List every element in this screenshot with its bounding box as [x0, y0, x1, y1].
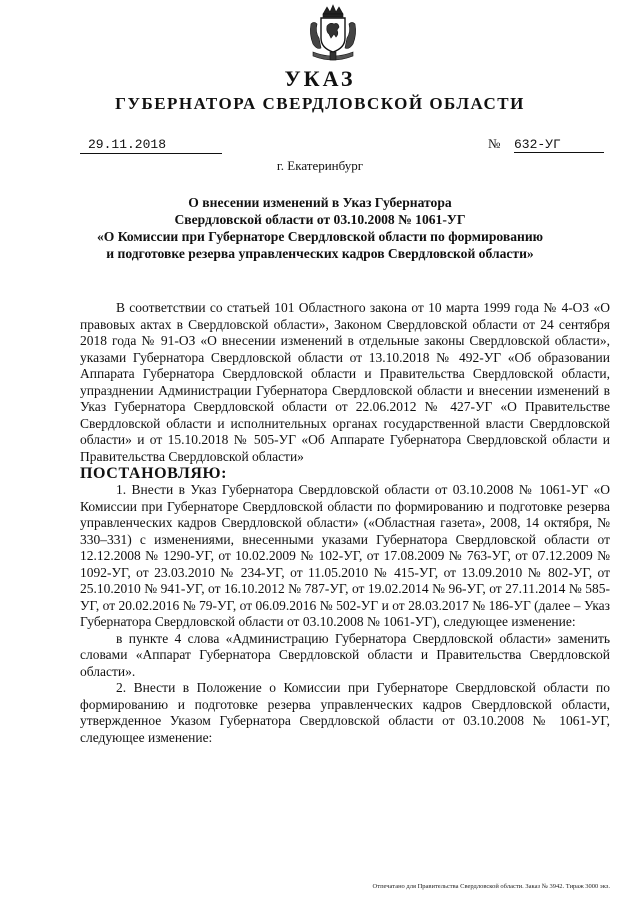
print-footer: Отпечатано для Правительства Свердловской области. Заказ № 3942. Тираж 3000 экз.	[372, 883, 610, 890]
document-type-title: УКАЗ	[284, 66, 356, 91]
item-1-paragraph: 1. Внести в Указ Губернатора Свердловской области от 03.10.2008 № 1061-УГ «О Комиссии при Губернаторе Свердловской области по формированию и подготовке резерва управленческих кадров Свердловской области» («Областная газета», 2008, 14 октября, № 330–331) с изменениями, внесенными указами Губернатора Свердловской области от 12.12.2008 № 1290-УГ, от 10.02.2009 № 102-УГ, от 17.08.2009 № 763-УГ, от 07.12.2009 № 1092-УГ, от 23.03.2010 № 234-УГ, от 11.05.2010 № 415-УГ, от 13.09.2010 № 802-УГ, от 25.10.2010 № 941-УГ, от 16.10.2012 № 787-УГ, от 19.02.2014 № 96-УГ, от 27.11.2014 № 585-УГ, от 20.02.2016 № 79-УГ, от 06.09.2016 № 502-УГ и от 28.03.2017 № 186-УГ (далее – Указ Губернатора Свердловской области от 03.10.2008 № 1061-УГ), следующее изменение:	[80, 482, 610, 629]
coat-of-arms-icon	[303, 4, 363, 64]
document-title-line: Свердловской области от 03.10.2008 № 1061-УГ	[174, 212, 466, 227]
number-label: №	[488, 136, 501, 151]
document-title-line: «О Комиссии при Губернаторе Свердловской области по формированию	[96, 229, 544, 244]
decree-heading: ПОСТАНОВЛЯЮ:	[80, 465, 228, 482]
preamble-paragraph: В соответствии со статьей 101 Областного закона от 10 марта 1999 года № 4-ОЗ «О правовых актах в Свердловской области», Законом Свердловской области от 24 сентября 2018 года № 91-ОЗ «О внесении изменений в отдельные законы Свердловской области», указами Губернатора Свердловской области от 13.10.2018 № 492-УГ «Об образовании Аппарата Губернатора Свердловской области и Правительства Свердловской области, упразднении Администрации Губернатора Свердловской области и внесении изменений в Указ Губернатора Свердловской области от 22.06.2012 № 427-УГ «О Правительстве Свердловской области и исполнительных органах государственной власти Свердловской области» и от 15.10.2018 № 505-УГ «Об Аппарате Губернатора Свердловской области и Правительства Свердловской области»	[80, 300, 610, 464]
number-underline	[514, 152, 604, 153]
document-title	[70, 194, 570, 262]
number-field	[486, 137, 604, 153]
item-1-change-paragraph: в пункте 4 слова «Администрацию Губернатора Свердловской области» заменить словами «Аппарат Губернатора Свердловской области и Правительства Свердловской области».	[80, 630, 610, 679]
item-2-paragraph: 2. Внести в Положение о Комиссии при Губернаторе Свердловской области по формированию и подготовке резерва управленческих кадров Свердловской области, утвержденное Указом Губернатора Свердловской области от 03.10.2008 № 1061-УГ, следующее изменение:	[80, 680, 610, 745]
document-date: 29.11.2018	[88, 137, 167, 152]
document-number: 632-УГ	[514, 137, 561, 152]
date-field	[80, 137, 222, 154]
document-title-line: и подготовке резерва управленческих кадров Свердловской области»	[106, 246, 534, 261]
city: г. Екатеринбург	[276, 158, 364, 173]
issuer-title: ГУБЕРНАТОРА СВЕРДЛОВСКОЙ ОБЛАСТИ	[115, 94, 525, 113]
document-title-line: О внесении изменений в Указ Губернатора	[188, 195, 452, 210]
document-body	[80, 300, 610, 746]
